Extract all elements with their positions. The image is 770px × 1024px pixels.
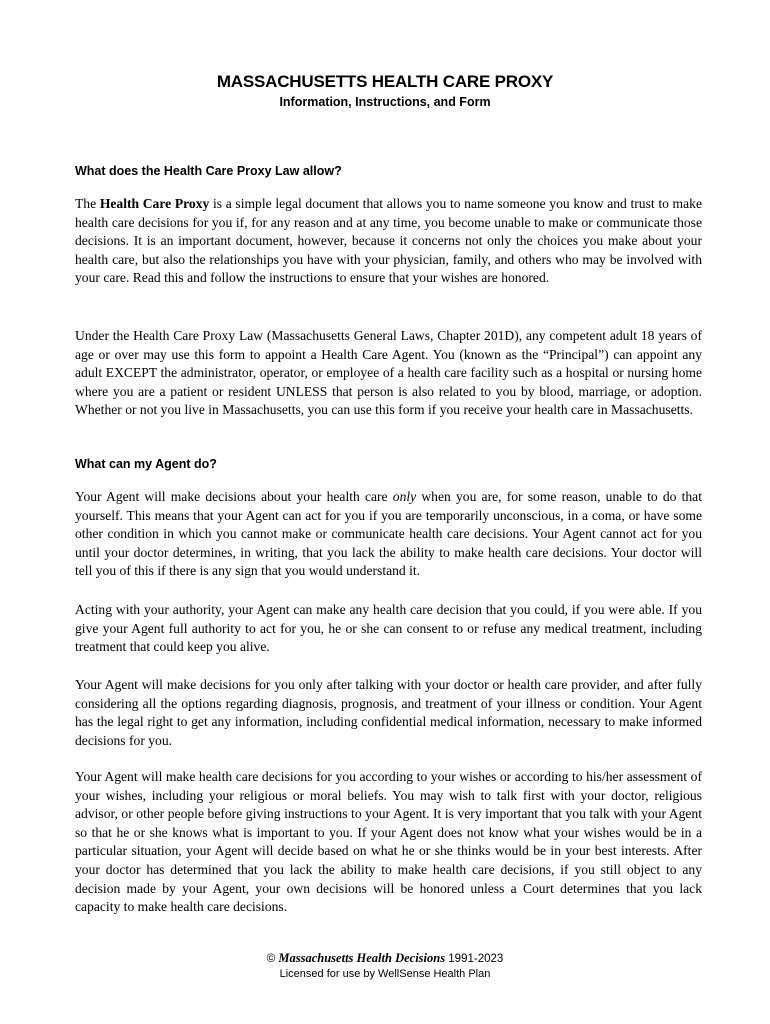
- paragraph-proxy-intro: [75, 195, 702, 288]
- document-title: MASSACHUSETTS HEALTH CARE PROXY: [216, 72, 554, 91]
- paragraph-agent-decisions: [75, 488, 702, 581]
- health-care-proxy-term: Health Care Proxy: [99, 196, 210, 211]
- paragraph-agent-consultation: Your Agent will make decisions for you only after talking with your doctor or health care provider, and after fully considering all the options regarding diagnosis, prognosis, and treatment of your illness or condition. Your Agent has the legal right to get any information, including confidential medical information, necessary to make informed decisions for you.: [75, 677, 702, 748]
- paragraph-agent-decisions-start: Your Agent will make decisions about your health care: [75, 489, 393, 504]
- section-heading-agent: What can my Agent do?: [75, 457, 217, 471]
- paragraph-proxy-intro-start: The: [75, 196, 100, 211]
- paragraph-proxy-intro-rest: is a simple legal document that allows you to name someone you know and trust to make health care decisions for you if, for any reason and at any time, you become unable to make or communicate those decisions. It is an important document, however, because it concerns not only the choices you make about your health care, but also the relationships you have with your physician, family, and others who may be involved with your care. Read this and follow the instructions to ensure that your wishes are honored.: [75, 196, 702, 286]
- paragraph-proxy-law: Under the Health Care Proxy Law (Massachusetts General Laws, Chapter 201D), any competent adult 18 years of age or over may use this form to appoint a Health Care Agent. You (known as the “Principal”) can appoint any adult EXCEPT the administrator, operator, or employee of a health care facility such as a hospital or nursing home where you are a patient or resident UNLESS that person is also related to you by blood, marriage, or adoption. Whether or not you live in Massachusetts, you can use this form if you receive your health care in Massachusetts.: [75, 328, 702, 418]
- paragraph-agent-authority: Acting with your authority, your Agent can make any health care decision that you could, if you were able. If you give your Agent full authority to act for you, he or she can consent to or refuse any medical treatment, including treatment that could keep you alive.: [75, 602, 702, 655]
- copyright-symbol: ©: [266, 953, 276, 965]
- footer-copyright: [0, 951, 770, 966]
- section-heading-proxy-law: What does the Health Care Proxy Law allow?: [75, 164, 342, 178]
- only-emphasis: only: [392, 489, 417, 504]
- paragraph-agent-wishes: Your Agent will make health care decisions for you according to your wishes or according to his/her assessment of your wishes, including your religious or moral beliefs. You may wish to talk first with your doctor, religious advisor, or other people before giving instructions to your Agent. It is very important that you talk with your Agent so that he or she knows what is important to you. If your Agent does not know what your wishes would be in a particular situation, your Agent will decide based on what he or she thinks would be in your best interests. After your doctor has determined that you lack the ability to make health care decisions, if you still object to any decision made by your Agent, your own decisions will be honored unless a Court determines that you lack capacity to make health care decisions.: [75, 769, 702, 915]
- document-subtitle: Information, Instructions, and Form: [279, 95, 491, 109]
- footer-years: 1991-2023: [448, 953, 504, 965]
- footer-license: Licensed for use by WellSense Health Plan: [279, 968, 491, 980]
- footer-organization: Massachusetts Health Decisions: [278, 951, 446, 965]
- paragraph-agent-decisions-rest: when you are, for some reason, unable to do that yourself. This means that your Agent can act for you if you are temporarily unconscious, in a coma, or have some other condition in which you cannot make or communicate health care decisions. Your Agent cannot act for you until your doctor determines, in writing, that you lack the ability to make health care decisions. Your doctor will tell you of this if there is any sign that you would understand it.: [75, 489, 702, 579]
